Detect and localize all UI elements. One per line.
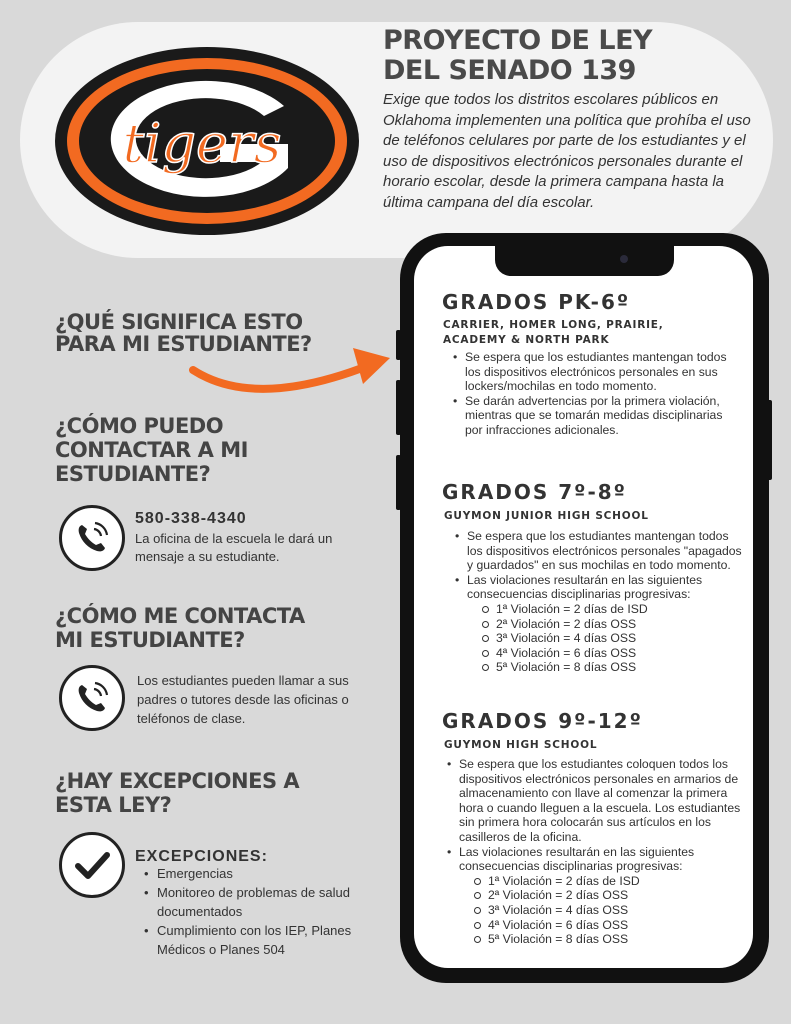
list-item: • Monitoreo de problemas de salud documentados <box>140 883 360 921</box>
phone-icon <box>59 505 125 571</box>
bill-description: Exige que todos los distritos escolares públicos en Oklahoma implementen una política que prohíba el uso de teléfonos celulares por parte de los estudiantes y el uso de dispositivos electrónicos personales durante el horario escolar, desde la primera campana hasta la última campana del día escolar. <box>383 91 751 211</box>
school-phone-number[interactable]: 580-338-4340 <box>135 510 247 527</box>
violation-item: 1ª Violación = 2 días de ISD <box>459 874 745 889</box>
violation-item: 3ª Violación = 4 días OSS <box>467 631 743 646</box>
school-names-78: GUYMON JUNIOR HIGH SCHOOL <box>444 510 649 522</box>
tigers-logo <box>52 44 362 239</box>
school-names-pk6: CARRIER, HOMER LONG, PRAIRIE, ACADEMY & NORTH PARK <box>443 319 664 346</box>
exceptions-title: EXCEPCIONES: <box>135 848 268 865</box>
grade-title-912: GRADOS 9º-12º <box>442 709 643 733</box>
logo-script: tigers <box>122 112 282 175</box>
camera-icon <box>620 255 628 263</box>
list-item: • Emergencias <box>140 864 360 883</box>
violation-item: 5ª Violación = 8 días OSS <box>459 932 745 947</box>
check-icon <box>59 832 125 898</box>
phone-notch <box>495 244 674 276</box>
page-title: PROYECTO DE LEY DEL SENADO 139 <box>383 25 653 86</box>
violation-item: 4ª Violación = 6 días OSS <box>467 646 743 661</box>
violation-item: 5ª Violación = 8 días OSS <box>467 660 743 675</box>
violation-item: 4ª Violación = 6 días OSS <box>459 918 745 933</box>
list-item: • Se espera que los estudiantes mantengan todos los dispositivos electrónicos personales "apagados y guardados" en sus mochilas en todo momento. <box>453 529 743 573</box>
rules-list-912 <box>445 757 745 947</box>
rules-list-78 <box>453 529 743 675</box>
violations-list <box>459 874 745 947</box>
list-item: • Se espera que los estudiantes coloquen todos los dispositivos electrónicos personales en armarios de almacenamiento con llave al comenzar la primera hora o cuando lleguen a la escuela. Los estudiantes sin primera hora colocarán sus artículos en los casilleros de la oficina. <box>445 757 745 845</box>
list-item: • Las violaciones resultarán en las siguientes consecuencias disciplinarias progresivas: 1ª Violación = 2 días de ISD 2ª Violación = 2 días OSS 3ª Violación = 4 días OSS 4ª Violación = 6 días OSS 5ª Violación = 8 días OSS <box>453 573 743 675</box>
list-item: • Las violaciones resultarán en las siguientes consecuencias disciplinarias progresivas: 1ª Violación = 2 días de ISD 2ª Violación = 2 días OSS 3ª Violación = 4 días OSS 4ª Violación = 6 días OSS 5ª Violación = 8 días OSS <box>445 845 745 947</box>
violation-item: 2ª Violación = 2 días OSS <box>459 888 745 903</box>
contact-note: La oficina de la escuela le dará un mensaje a su estudiante. <box>135 531 333 564</box>
violation-item: 1ª Violación = 2 días de ISD <box>467 602 743 617</box>
heading-contact-student: ¿CÓMO PUEDO CONTACTAR A MI ESTUDIANTE? <box>55 414 248 486</box>
heading-exceptions: ¿HAY EXCEPCIONES A ESTA LEY? <box>55 769 300 817</box>
student-contact-note: Los estudiantes pueden llamar a sus padres o tutores desde las oficinas o teléfonos de clase. <box>137 673 349 726</box>
heading-student-contact: ¿CÓMO ME CONTACTA MI ESTUDIANTE? <box>55 604 305 652</box>
school-names-912: GUYMON HIGH SCHOOL <box>444 739 598 751</box>
violations-list <box>467 602 743 675</box>
violation-item: 3ª Violación = 4 días OSS <box>459 903 745 918</box>
violation-item: 2ª Violación = 2 días OSS <box>467 617 743 632</box>
arrow-icon <box>185 340 395 410</box>
list-item: • Se darán advertencias por la primera violación, mientras que se tomarán medidas disciplinarias por infracciones adicionales. <box>451 394 741 438</box>
list-item: • Cumplimiento con los IEP, Planes Médicos o Planes 504 <box>140 921 360 959</box>
phone-icon <box>59 665 125 731</box>
list-item: • Se espera que los estudiantes mantengan todos los dispositivos electrónicos personales en sus lockers/mochilas en todo momento. <box>451 350 741 394</box>
grade-title-pk6: GRADOS PK-6º <box>442 290 631 314</box>
heading-meaning: ¿QUÉ SIGNIFICA ESTO PARA MI ESTUDIANTE? <box>55 310 312 356</box>
rules-list-pk6 <box>451 350 741 438</box>
grade-title-78: GRADOS 7º-8º <box>442 480 627 504</box>
exceptions-list <box>140 864 360 959</box>
